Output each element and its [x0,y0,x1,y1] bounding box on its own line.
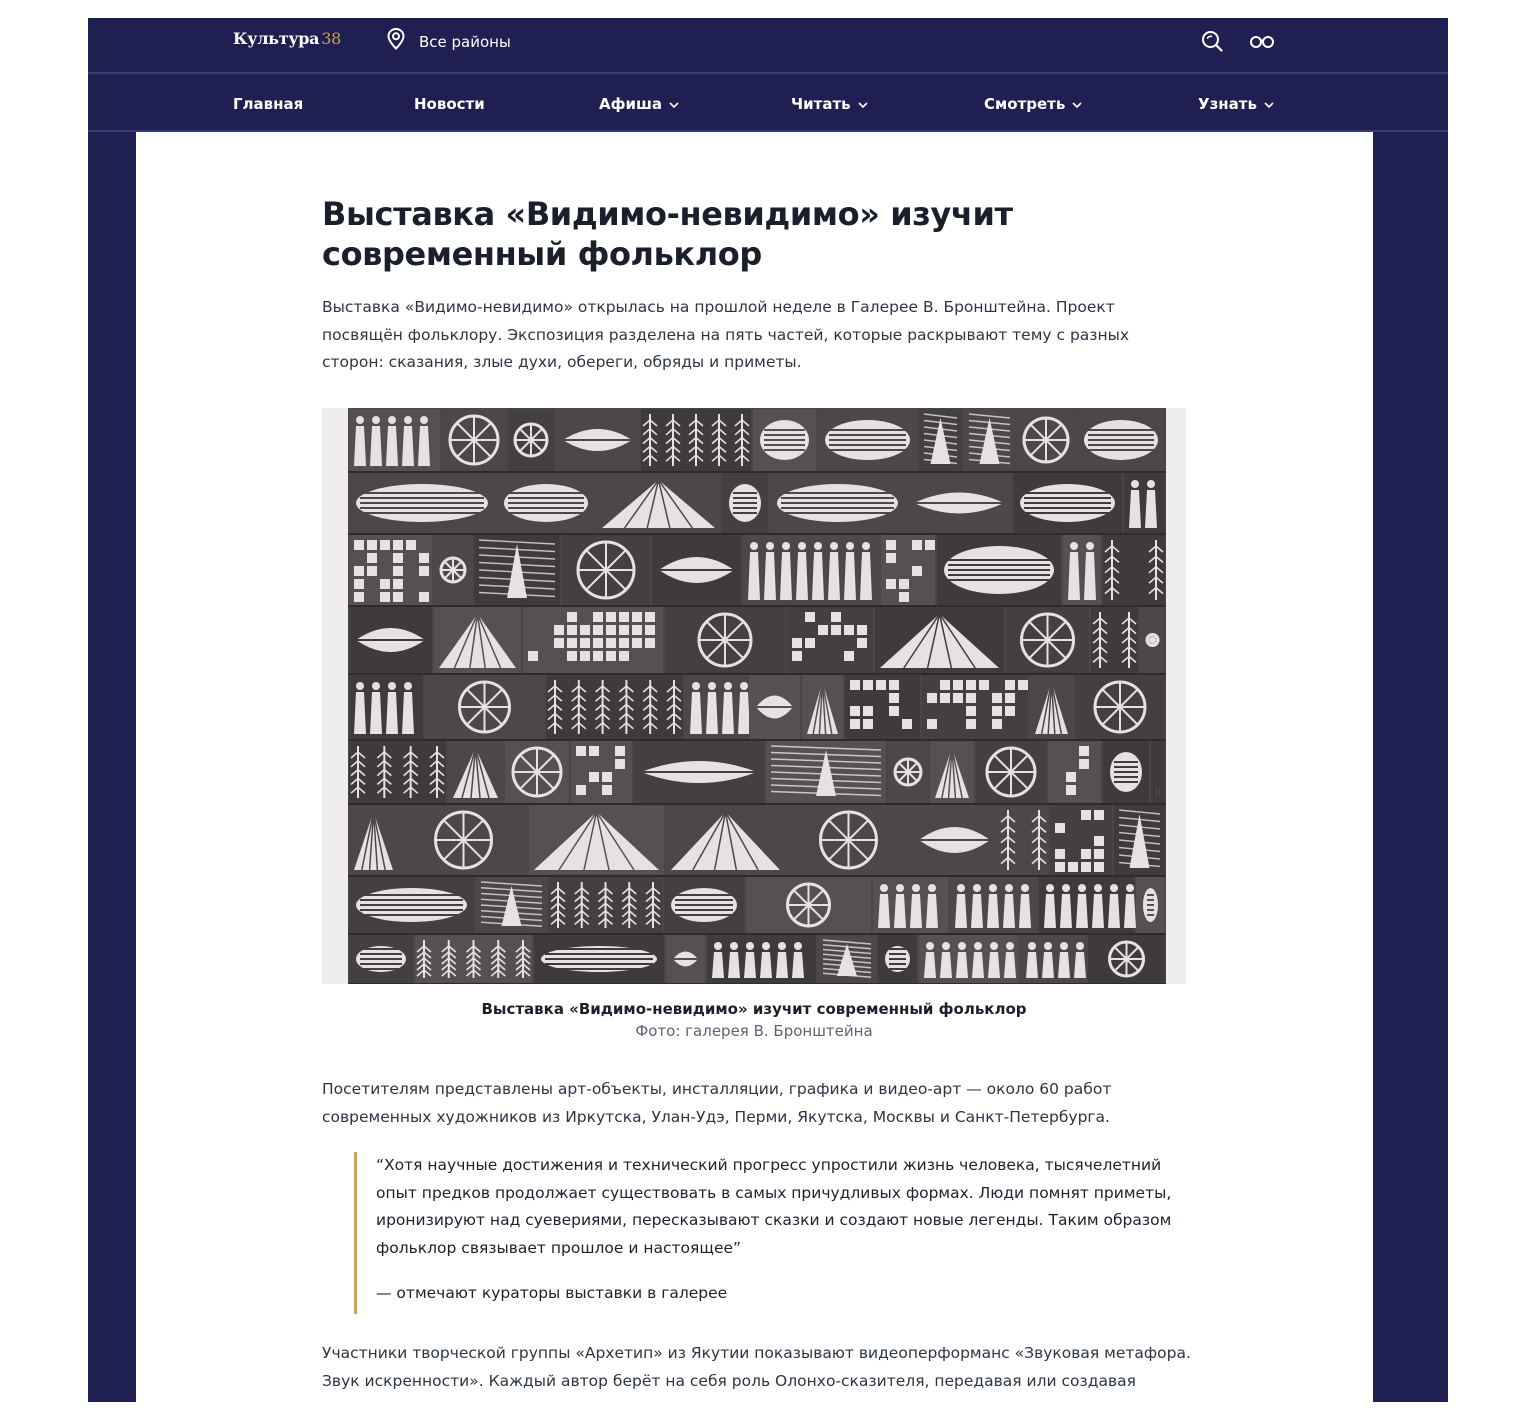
article-image[interactable] [322,408,1186,984]
nav-item-label[interactable]: Афиша [599,95,663,113]
chevron-down-icon [858,101,868,109]
article-title: Выставка «Видимо-невидимо» изучит современный фольклор [322,195,1013,273]
article-lead: Выставка «Видимо-невидимо» открылась на прошлой неделе в Галерее В. Бронштейна. Проект посвящён фольклору. Экспозиция разделена на пять частей, которые раскрывают тему с разных сторон: сказания, злые духи, обереги, обряды и приметы. [322,298,1130,371]
site-logo[interactable] [233,29,341,48]
chevron-down-icon [1264,101,1274,109]
nav-item-label[interactable]: Новости [414,95,485,113]
top-bar [88,18,1448,73]
nav-item-afisha[interactable] [599,95,679,113]
logo-number[interactable]: 38 [321,29,342,48]
map-pin-icon [385,27,407,51]
nav-item-home[interactable] [233,95,303,113]
nav-item-label[interactable]: Читать [791,95,851,113]
caption-title: Выставка «Видимо-невидимо» изучит современный фольклор [481,1000,1027,1018]
district-selector[interactable] [385,27,511,51]
nav-item-read[interactable] [791,95,868,113]
main-nav [88,74,1448,130]
quote-source: — отмечают кураторы выставки в галерее [376,1284,728,1302]
article-paragraph: Посетителям представлены арт-объекты, инсталляции, графика и видео-арт — около 60 работ современных художников из Иркутска, Улан-Удэ, Перми, Якутска, Москвы и Санкт-Петербурга. [322,1080,1112,1126]
chevron-down-icon [669,101,679,109]
folklore-tapestry-image [322,408,1186,984]
nav-item-watch[interactable] [984,95,1082,113]
nav-item-label[interactable]: Смотреть [984,95,1066,113]
article-paragraph: Участники творческой группы «Архетип» из Якутии показывают видеоперформанс «Звуковая метафора. Звук искренности». Каждый автор берёт на себя роль Олонхо-сказителя, передавая или создавая [322,1344,1191,1390]
search-icon[interactable] [1200,29,1224,53]
quote-text: “Хотя научные достижения и технический прогресс упростили жизнь человека, тысячелетний опыт предков продолжает существовать в самых причудливых формах. Люди помнят приметы, иронизируют над суевериями, пересказывают сказки и создают новые легенды. Таким образом фольклор связывает прошлое и настоящее” [376,1156,1172,1257]
nav-item-news[interactable] [414,95,485,113]
image-caption [322,998,1186,1042]
glasses-icon[interactable] [1248,30,1276,52]
site-frame [88,18,1448,1402]
chevron-down-icon [1072,101,1082,109]
logo-text[interactable]: Культура [233,29,320,48]
district-label[interactable]: Все районы [419,33,511,51]
caption-credit: Фото: галерея В. Бронштейна [635,1022,873,1040]
article-container [136,132,1373,1402]
nav-item-learn[interactable] [1198,95,1274,113]
article-quote [354,1152,1194,1314]
nav-item-label[interactable]: Узнать [1198,95,1257,113]
nav-item-label[interactable]: Главная [233,95,304,113]
